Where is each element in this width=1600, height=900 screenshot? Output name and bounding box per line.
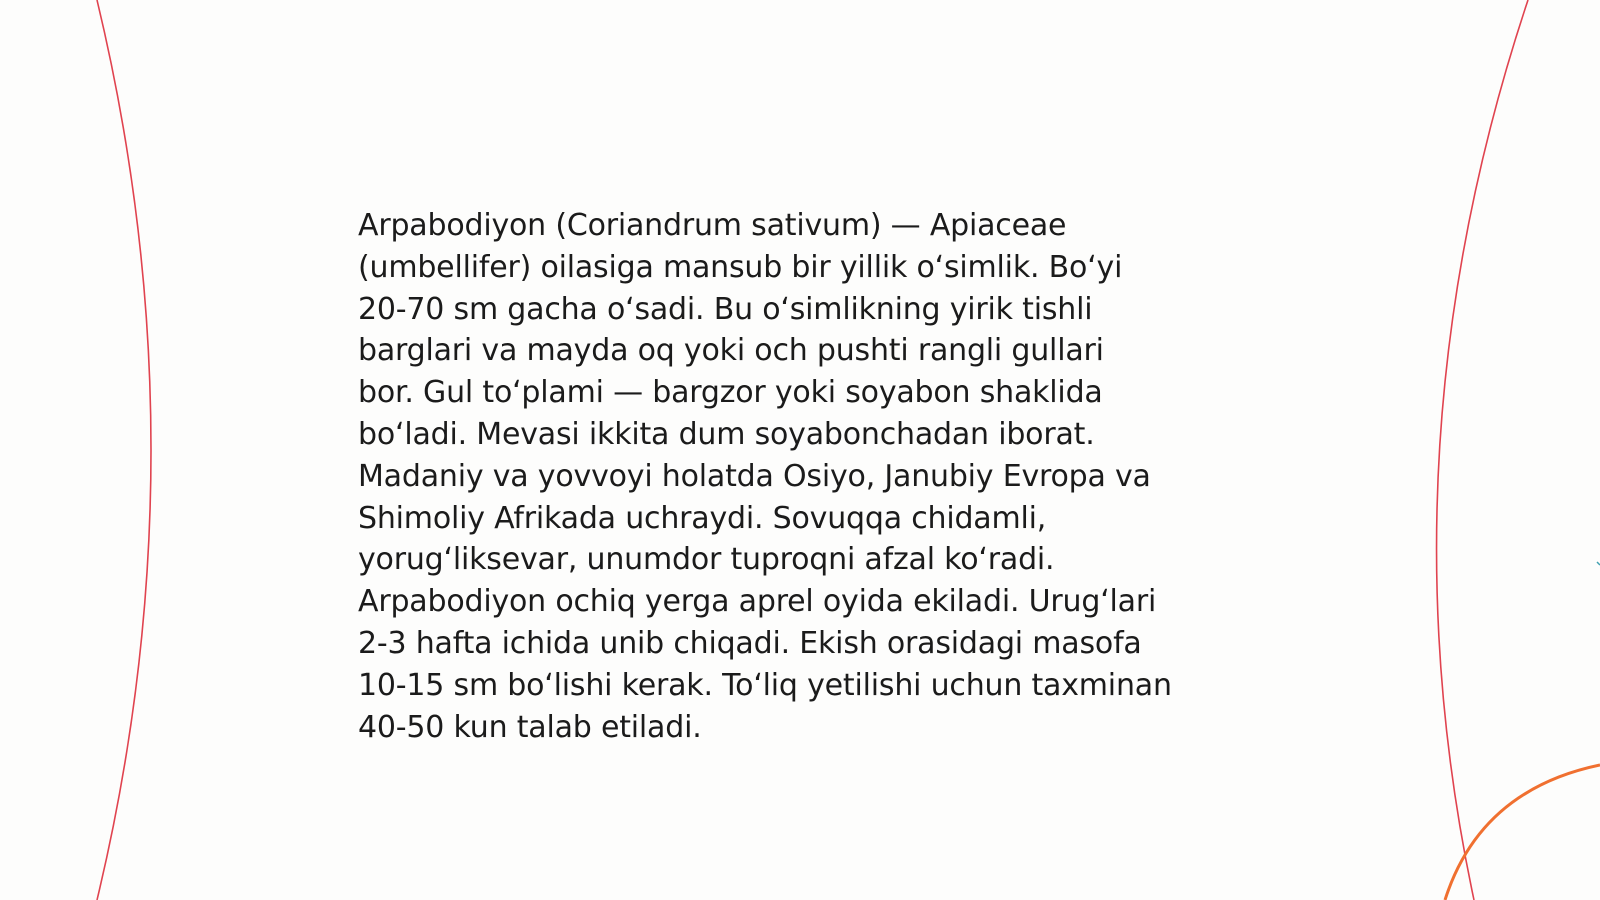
paragraph-line: Shimoliy Afrikada uchraydi. Sovuqqa chidamli,	[358, 500, 1047, 536]
paragraph-line: Arpabodiyon (Coriandrum sativum) — Apiaceae	[358, 208, 1067, 243]
paragraph-line: Arpabodiyon ochiq yerga aprel oyida ekiladi. Urug‘lari	[358, 584, 1157, 620]
paragraph-line: 2-3 hafta ichida unib chiqadi. Ekish orasidagi masofa	[358, 625, 1142, 661]
bottom-right-orange-arc	[1445, 765, 1600, 900]
paragraph-line: 40-50 kun talab etiladi.	[358, 709, 702, 745]
paragraph-line: bor. Gul to‘plami — bargzor yoki soyabon shaklida	[358, 375, 1103, 411]
paragraph-line: barglari va mayda oq yoki och pushti rangli gullari	[358, 333, 1104, 369]
body-paragraph	[358, 205, 1248, 748]
paragraph-line: yorug‘liksevar, unumdor tuproqni afzal ko‘radi.	[358, 542, 1055, 578]
left-decorative-arc	[97, 0, 151, 900]
paragraph-line: (umbellifer) oilasiga mansub bir yillik o‘simlik. Bo‘yi	[358, 249, 1123, 285]
paragraph-line: 10-15 sm bo‘lishi kerak. To‘liq yetilishi uchun taxminan	[358, 667, 1172, 703]
paragraph-line: bo‘ladi. Mevasi ikkita dum soyabonchadan iborat.	[358, 416, 1095, 452]
paragraph-line: Madaniy va yovvoyi holatda Osiyo, Janubiy Evropa va	[358, 458, 1151, 494]
right-decorative-arc	[1437, 0, 1528, 900]
paragraph-line: 20-70 sm gacha o‘sadi. Bu o‘simlikning yirik tishli	[358, 291, 1093, 327]
